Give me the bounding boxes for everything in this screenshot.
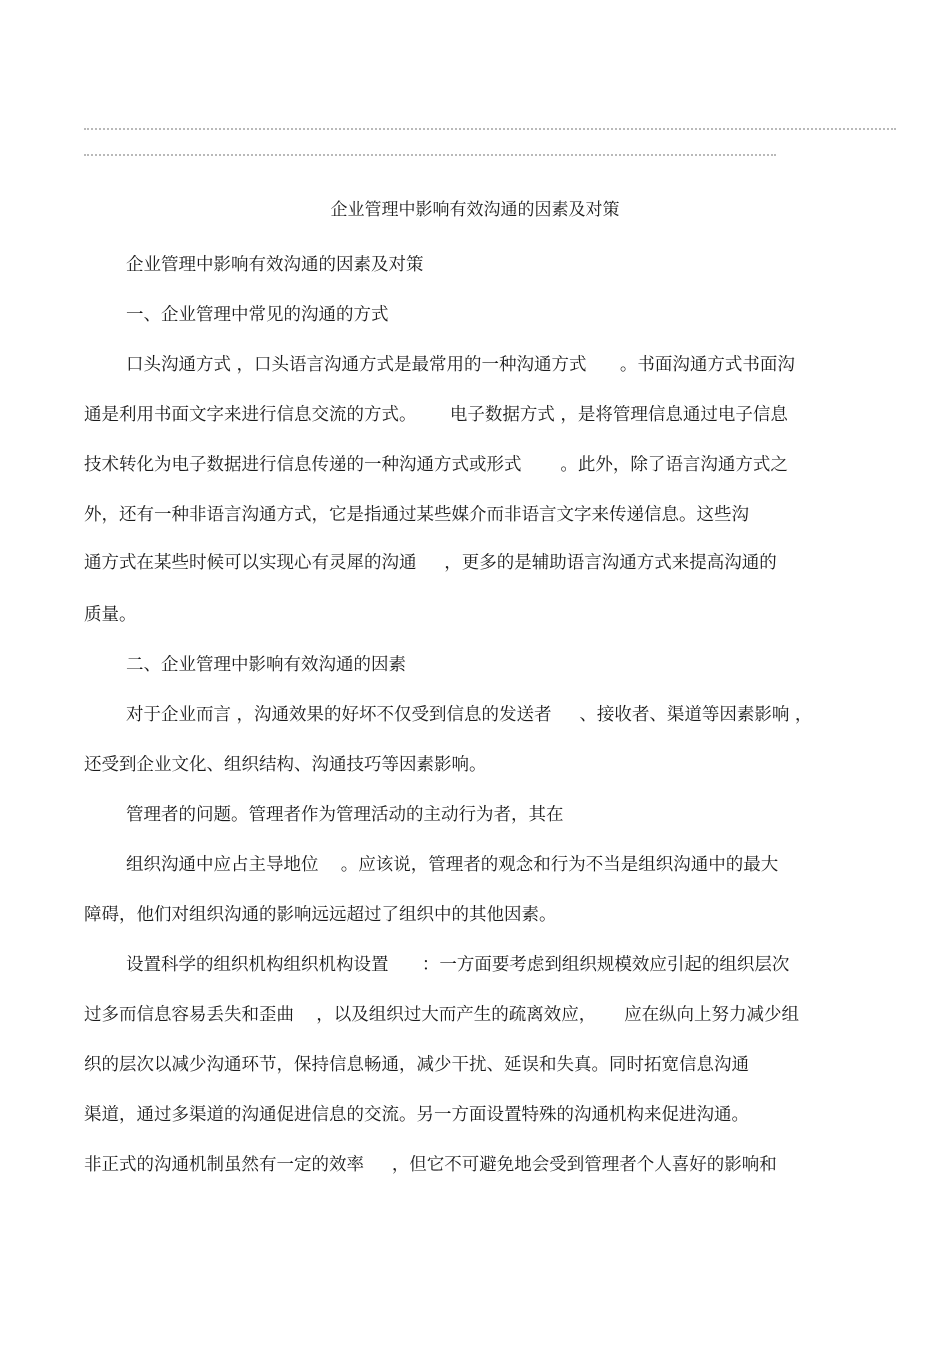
paragraph-line: 渠道，通过多渠道的沟通促进信息的交流。另一方面设置特殊的沟通机构来促进沟通。 <box>84 1105 749 1125</box>
paragraph-line: 障碍，他们对组织沟通的影响远远超过了组织中的其他因素。 <box>84 905 557 925</box>
subtitle-line: 企业管理中影响有效沟通的因素及对策 <box>126 255 424 275</box>
paragraph-line: 织的层次以减少沟通环节，保持信息畅通，减少干扰、延误和失真。同时拓宽信息沟通 <box>84 1055 749 1075</box>
section-heading-2: 二、企业管理中影响有效沟通的因素 <box>126 655 406 675</box>
paragraph-line: 还受到企业文化、组织结构、沟通技巧等因素影响。 <box>84 755 487 775</box>
paragraph-line: 设置科学的组织机构组织机构设置 ：一方面要考虑到组织规模效应引起的组织层次 <box>126 955 790 975</box>
header-rule-top <box>84 128 896 130</box>
document-title: 企业管理中影响有效沟通的因素及对策 <box>330 200 620 220</box>
paragraph-line: 外，还有一种非语言沟通方式，它是指通过某些媒介而非语言文字来传递信息。这些沟 <box>84 505 749 525</box>
paragraph-line: 组织沟通中应占主导地位 。应该说，管理者的观念和行为不当是组织沟通中的最大 <box>126 855 779 875</box>
paragraph-line: 口头沟通方式 ，口头语言沟通方式是最常用的一种沟通方式 。书面沟通方式书面沟 <box>126 355 795 375</box>
paragraph-line: 技术转化为电子数据进行信息传递的一种沟通方式或形式 。此外，除了语言沟通方式之 <box>84 455 788 475</box>
paragraph-line: 质量。 <box>84 605 137 625</box>
header-rule-bottom <box>84 154 776 156</box>
section-heading-1: 一、企业管理中常见的沟通的方式 <box>126 305 389 325</box>
paragraph-line: 通方式在某些时候可以实现心有灵犀的沟通 ，更多的是辅助语言沟通方式来提高沟通的 <box>84 553 777 573</box>
paragraph-line: 对于企业而言 ，沟通效果的好坏不仅受到信息的发送者 、接收者、渠道等因素影响 ， <box>126 705 813 725</box>
paragraph-line: 非正式的沟通机制虽然有一定的效率 ，但它不可避免地会受到管理者个人喜好的影响和 <box>84 1155 777 1175</box>
paragraph-line: 通是利用书面文字来进行信息交流的方式。 电子数据方式 ，是将管理信息通过电子信息 <box>84 405 788 425</box>
paragraph-line: 过多而信息容易丢失和歪曲 ，以及组织过大而产生的疏离效应， 应在纵向上努力减少组 <box>84 1005 800 1025</box>
paragraph-line: 管理者的问题。管理者作为管理活动的主动行为者，其在 <box>126 805 564 825</box>
